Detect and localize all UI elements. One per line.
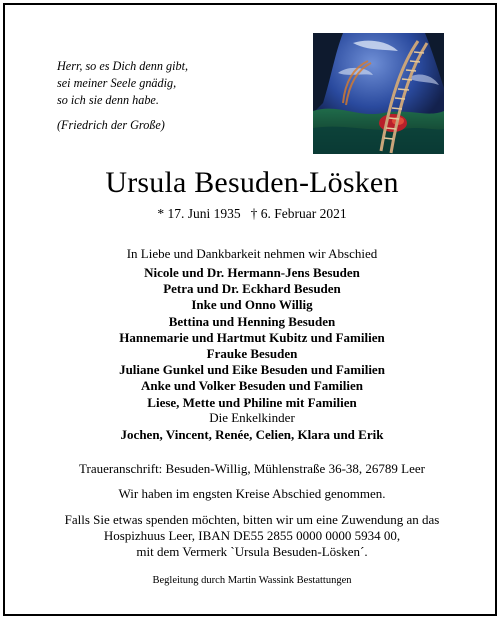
mourner-line: Juliane Gunkel und Eike Besuden und Familien bbox=[119, 362, 385, 378]
quote-line: Herr, so es Dich denn gibt, bbox=[57, 59, 189, 73]
mourner-line: Frauke Besuden bbox=[206, 346, 298, 362]
mourner-line: Nicole und Dr. Hermann-Jens Besuden bbox=[144, 265, 360, 280]
grandchildren-names: Jochen, Vincent, Renée, Celien, Klara und Erik bbox=[120, 427, 384, 442]
mourning-address: Traueranschrift: Besuden-Willig, Mühlenstraße 36-38, 26789 Leer bbox=[79, 461, 425, 476]
donation-line: Hospizhuus Leer, IBAN DE55 2855 0000 0000 5934 00, bbox=[103, 528, 401, 544]
undertaker-credit: Begleitung durch Martin Wassink Bestattungen bbox=[152, 575, 352, 586]
mourner-line: Inke und Onno Willig bbox=[191, 297, 313, 313]
life-dates bbox=[0, 206, 504, 222]
private-notice: Wir haben im engsten Kreise Abschied genommen. bbox=[118, 486, 386, 501]
mourner-line: Liese, Mette und Philine mit Familien bbox=[147, 394, 357, 410]
mourners-list bbox=[0, 265, 504, 411]
quote-author: (Friedrich der Große) bbox=[57, 118, 165, 132]
mourner-line: Bettina und Henning Besuden bbox=[168, 313, 336, 329]
grandchildren-label: Die Enkelkinder bbox=[209, 410, 295, 425]
donation-line: mit dem Vermerk `Ursula Besuden-Lösken´. bbox=[136, 544, 368, 560]
quote-line: sei meiner Seele gnädig, bbox=[57, 76, 177, 90]
death-date: † 6. Februar 2021 bbox=[250, 206, 347, 221]
quote-line: so ich sie denn habe. bbox=[57, 93, 159, 107]
mourner-line: Anke und Volker Besuden und Familien bbox=[141, 378, 363, 394]
mourner-line: Petra und Dr. Eckhard Besuden bbox=[163, 281, 341, 297]
deceased-name: Ursula Besuden-Lösken bbox=[105, 166, 399, 199]
ladder-painting-image bbox=[313, 33, 444, 154]
intro-text: In Liebe und Dankbarkeit nehmen wir Abschied bbox=[126, 246, 378, 261]
quote-block bbox=[57, 58, 287, 134]
birth-date: * 17. Juni 1935 bbox=[157, 206, 241, 221]
donation-line: Falls Sie etwas spenden möchten, bitten wir um eine Zuwendung an das bbox=[64, 512, 440, 527]
mourner-line: Hannemarie und Hartmut Kubitz und Familien bbox=[119, 329, 385, 345]
donation-notice bbox=[0, 512, 504, 561]
